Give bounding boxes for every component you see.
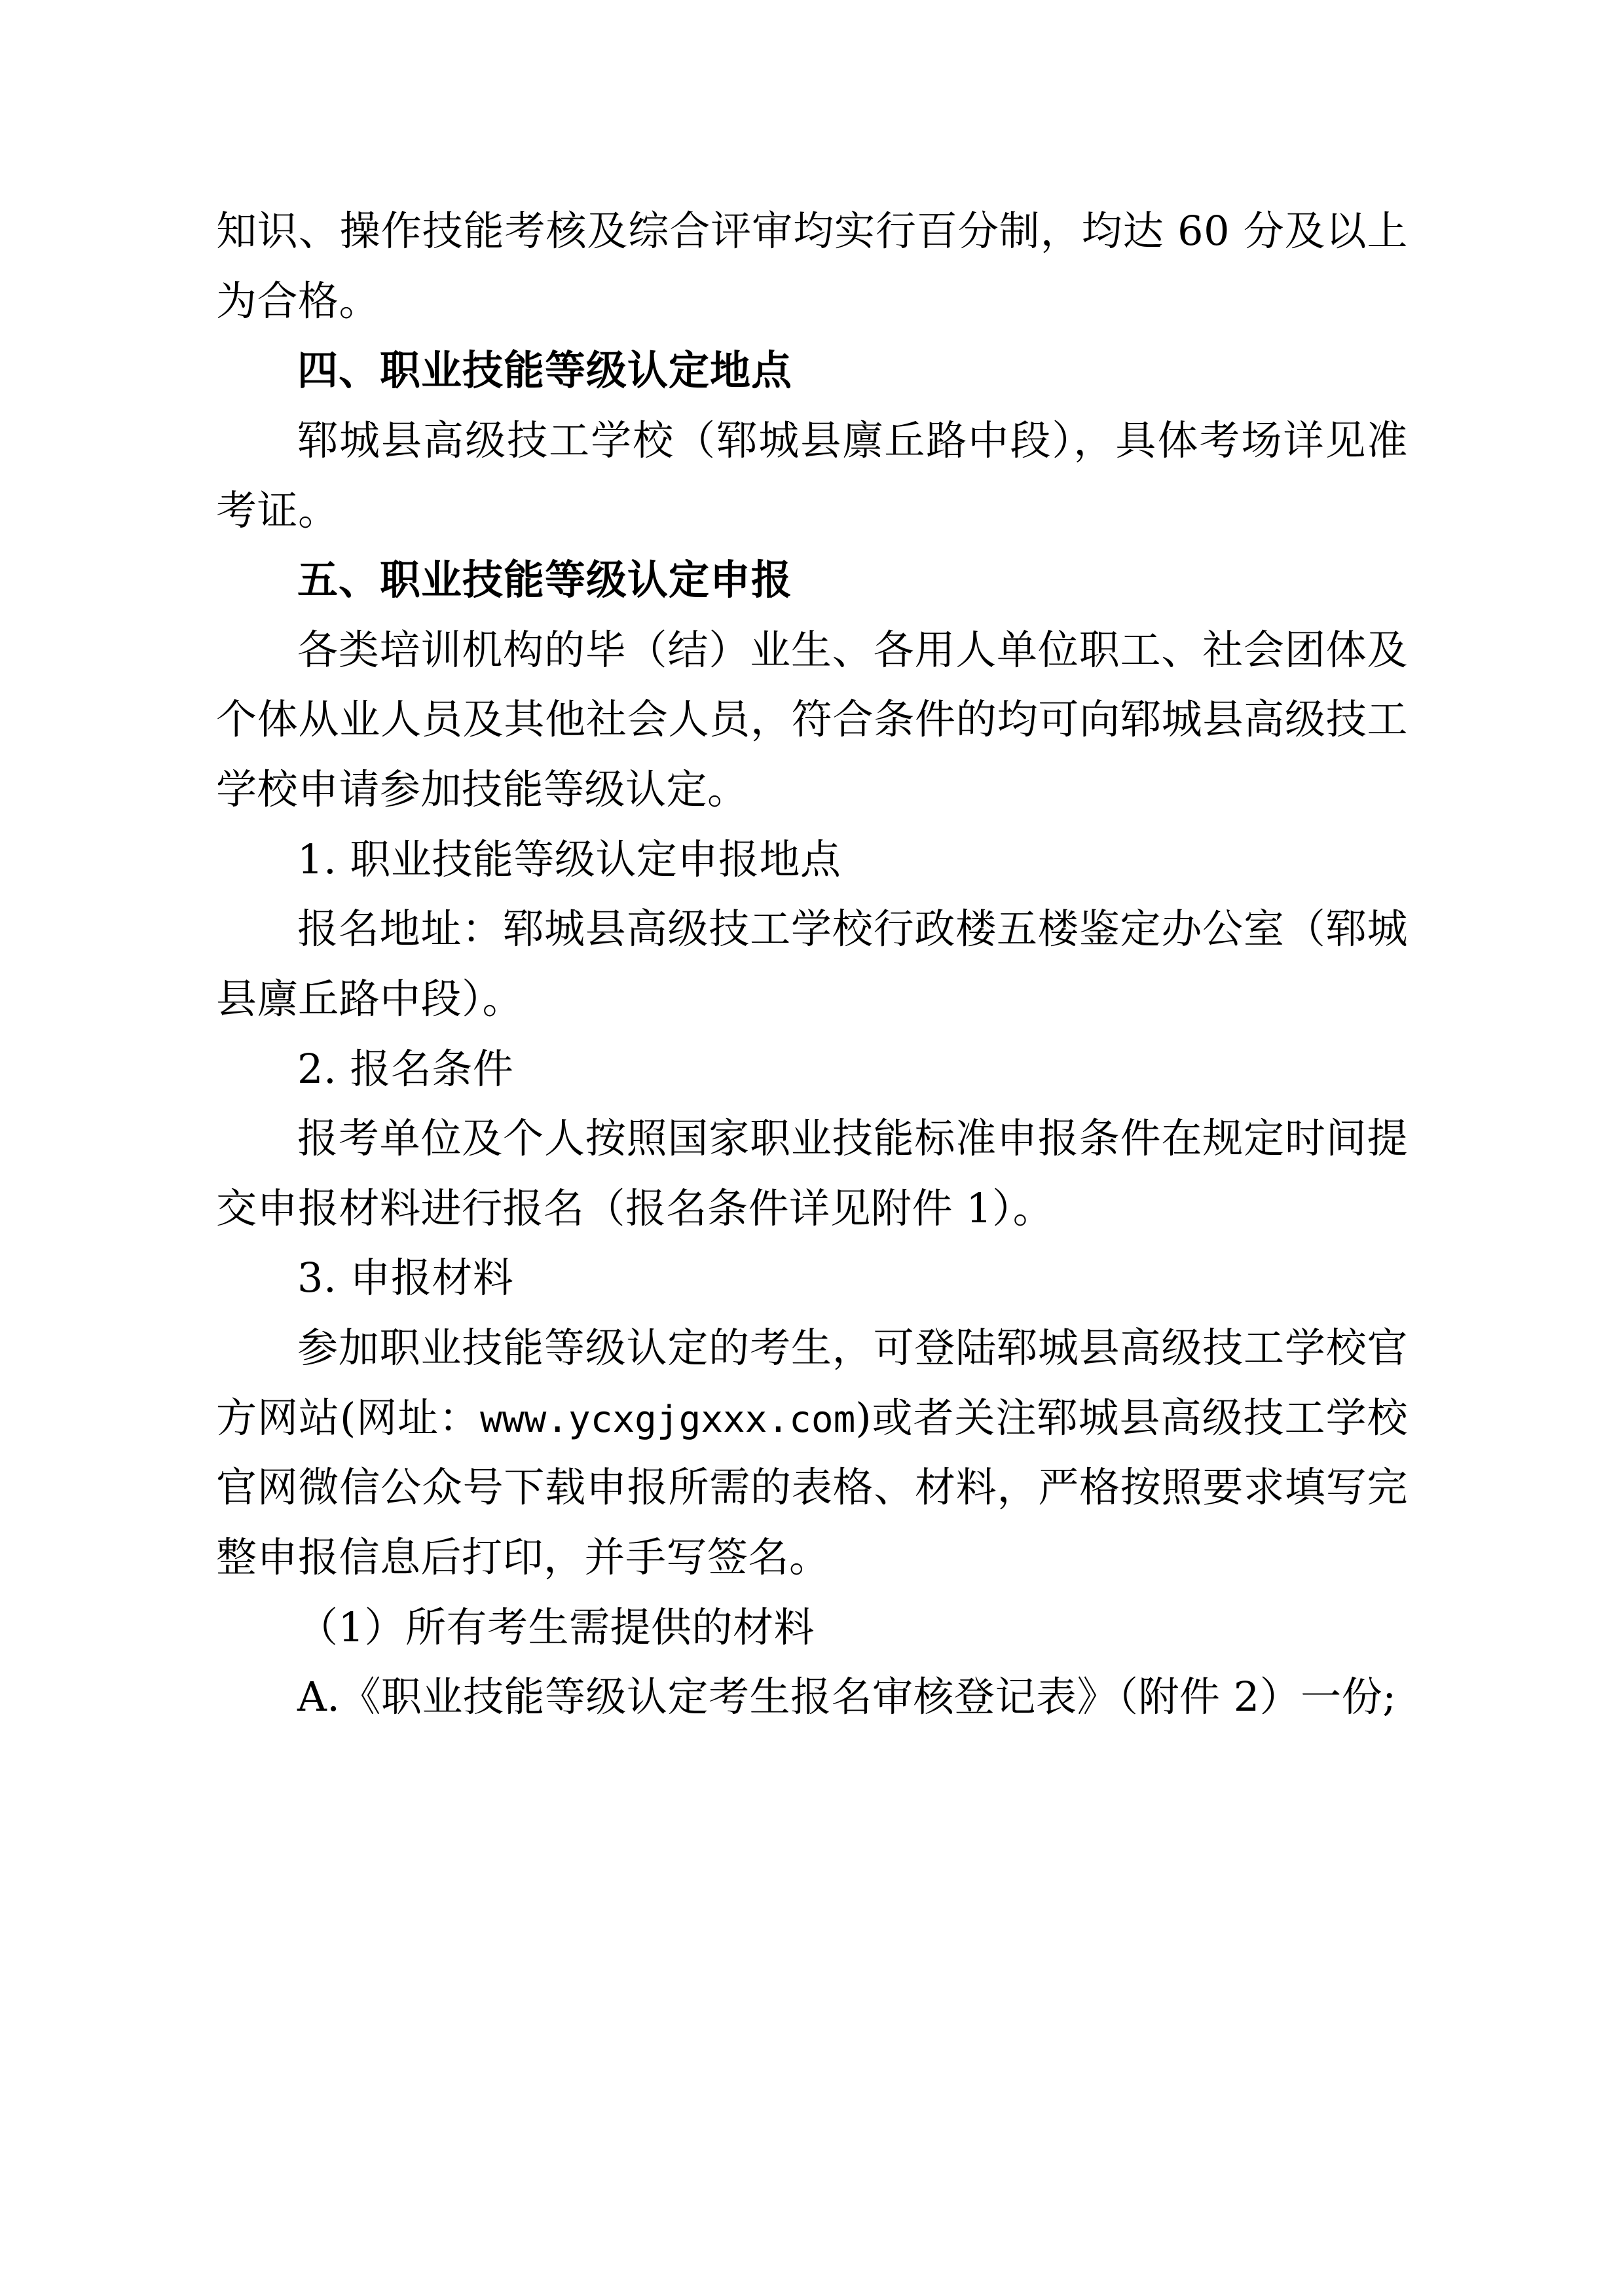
paragraph-material-a: A.《职业技能等级认定考生报名审核登记表》（附件 2）一份; [297, 1673, 1397, 1721]
paragraph-continuation: 知识、操作技能考核及综合评审均实行百分制，均达 60 分及以上为合格。 [216, 207, 1408, 325]
paragraph-exam-location: 郓城县高级技工学校（郓城县廪丘路中段），具体考场详见准考证。 [216, 416, 1408, 534]
paragraph-registration-address: 报名地址：郓城县高级技工学校行政楼五楼鉴定办公室（郓城县廪丘路中段）。 [216, 905, 1408, 1023]
paragraph-item-1-title: 1. 职业技能等级认定申报地点 [297, 835, 841, 883]
application-materials-text-after-url: )或者关注郓城县高级技工学校官网微信公众号下载申报所需的表格、材料，严格按照要求填写完整申报信息后打印，并手写签名。 [216, 1393, 1408, 1581]
document-body [216, 196, 1408, 1732]
heading-section-four: 四、职业技能等级认定地点 [297, 346, 793, 395]
paragraph-registration-conditions: 报考单位及个人按照国家职业技能标准申报条件在规定时间提交申报材料进行报名（报名条件详见附件 1）。 [216, 1114, 1408, 1232]
paragraph-eligible-applicants: 各类培训机构的毕（结）业生、各用人单位职工、社会团体及个体从业人员及其他社会人员，符合条件的均可向郓城县高级技工学校申请参加技能等级认定。 [216, 625, 1408, 813]
application-materials-text-before-url: 参加职业技能等级认定的考生，可登陆郓城县高级技工学校官方网站(网址： [216, 1324, 1408, 1442]
paragraph-sub-item-1-title: （1）所有考生需提供的材料 [297, 1603, 815, 1651]
paragraph-application-materials [216, 1313, 1408, 1593]
official-website-url: www.ycxgjgxxx.com [480, 1398, 856, 1441]
paragraph-item-3-title: 3. 申报材料 [297, 1254, 514, 1302]
heading-section-five: 五、职业技能等级认定申报 [297, 556, 793, 604]
paragraph-item-2-title: 2. 报名条件 [297, 1044, 514, 1093]
